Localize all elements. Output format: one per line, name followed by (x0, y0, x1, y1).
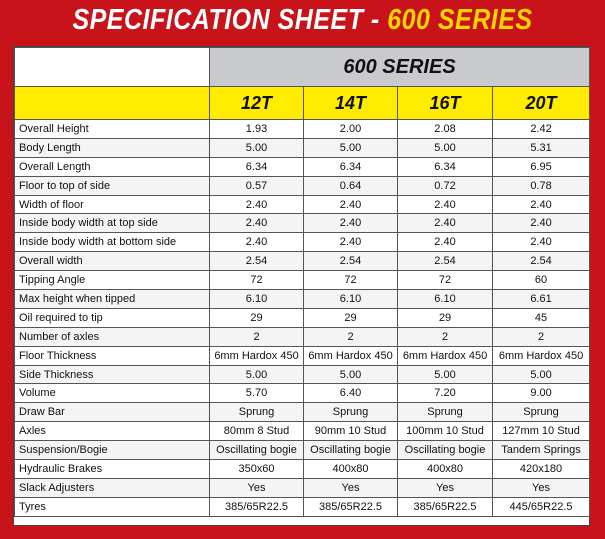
spec-label: Suspension/Bogie (15, 441, 210, 460)
spec-value: 2 (304, 327, 398, 346)
spec-value: Yes (304, 478, 398, 497)
spec-value: Sprung (210, 403, 304, 422)
spec-value: 5.00 (398, 138, 493, 157)
table-row (15, 422, 590, 441)
spec-value: 5.00 (210, 138, 304, 157)
spec-value: 127mm 10 Stud (493, 422, 590, 441)
spec-label: Draw Bar (15, 403, 210, 422)
spec-value: 2.40 (493, 233, 590, 252)
table-row (15, 290, 590, 309)
spec-value: 2 (210, 327, 304, 346)
table-row (15, 365, 590, 384)
spec-label: Inside body width at top side (15, 214, 210, 233)
spec-value: 72 (398, 271, 493, 290)
spec-value: 2.54 (493, 252, 590, 271)
table-row (15, 346, 590, 365)
model-header: 20T (493, 87, 590, 120)
spec-value: 5.00 (210, 365, 304, 384)
spec-value: 6.34 (304, 157, 398, 176)
spec-value: Oscillating bogie (304, 441, 398, 460)
spec-value: 0.64 (304, 176, 398, 195)
spec-value: 5.00 (304, 365, 398, 384)
spec-value: 2.40 (210, 214, 304, 233)
table-row (15, 308, 590, 327)
spec-value: 445/65R22.5 (493, 497, 590, 516)
spec-value: 29 (210, 308, 304, 327)
spec-value: 2.40 (304, 233, 398, 252)
spec-value: 0.72 (398, 176, 493, 195)
spec-value: 6.34 (398, 157, 493, 176)
spec-table-body (15, 120, 590, 517)
spec-value: 6.61 (493, 290, 590, 309)
spec-table (14, 47, 590, 517)
spec-value: 385/65R22.5 (210, 497, 304, 516)
spec-label: Overall width (15, 252, 210, 271)
spec-label: Side Thickness (15, 365, 210, 384)
spec-value: 5.00 (398, 365, 493, 384)
spec-value: 2.40 (493, 195, 590, 214)
spec-value: 6.10 (210, 290, 304, 309)
table-row (15, 176, 590, 195)
spec-value: 80mm 8 Stud (210, 422, 304, 441)
spec-value: Tandem Springs (493, 441, 590, 460)
series-header: 600 SERIES (210, 48, 590, 87)
model-header-blank-cell (15, 87, 210, 120)
table-row (15, 384, 590, 403)
spec-value: 5.00 (304, 138, 398, 157)
spec-label: Oil required to tip (15, 308, 210, 327)
spec-value: 2.40 (210, 195, 304, 214)
spec-value: 45 (493, 308, 590, 327)
spec-label: Overall Length (15, 157, 210, 176)
spec-label: Tyres (15, 497, 210, 516)
table-row (15, 403, 590, 422)
spec-value: 60 (493, 271, 590, 290)
spec-value: 2 (493, 327, 590, 346)
spec-value: Sprung (493, 403, 590, 422)
spec-value: 350x60 (210, 460, 304, 479)
spec-value: 2.54 (398, 252, 493, 271)
spec-label: Hydraulic Brakes (15, 460, 210, 479)
spec-value: 6.10 (304, 290, 398, 309)
spec-value: Yes (493, 478, 590, 497)
model-header: 12T (210, 87, 304, 120)
title-accent: 600 SERIES (387, 3, 533, 37)
table-row (15, 327, 590, 346)
spec-value: 72 (210, 271, 304, 290)
spec-value: 7.20 (398, 384, 493, 403)
spec-value: 6.95 (493, 157, 590, 176)
spec-value: 6.40 (304, 384, 398, 403)
spec-value: 5.31 (493, 138, 590, 157)
spec-value: 6mm Hardox 450 (398, 346, 493, 365)
spec-value: 90mm 10 Stud (304, 422, 398, 441)
spec-label: Inside body width at bottom side (15, 233, 210, 252)
series-header-row (15, 48, 590, 87)
spec-value: 0.57 (210, 176, 304, 195)
spec-value: 2.54 (210, 252, 304, 271)
spec-label: Number of axles (15, 327, 210, 346)
model-header: 16T (398, 87, 493, 120)
table-row (15, 478, 590, 497)
spec-value: 2.40 (493, 214, 590, 233)
spec-value: 6mm Hardox 450 (304, 346, 398, 365)
spec-value: 6.34 (210, 157, 304, 176)
spec-label: Floor to top of side (15, 176, 210, 195)
spec-value: 2 (398, 327, 493, 346)
spec-value: 9.00 (493, 384, 590, 403)
spec-value: 2.08 (398, 120, 493, 139)
spec-value: Yes (210, 478, 304, 497)
spec-value: 2.42 (493, 120, 590, 139)
spec-label: Volume (15, 384, 210, 403)
spec-value: 385/65R22.5 (304, 497, 398, 516)
table-row (15, 157, 590, 176)
spec-value: 72 (304, 271, 398, 290)
spec-value: Sprung (304, 403, 398, 422)
spec-value: 2.40 (304, 195, 398, 214)
spec-value: 0.78 (493, 176, 590, 195)
spec-value: 6.10 (398, 290, 493, 309)
spec-value: 385/65R22.5 (398, 497, 493, 516)
spec-sheet (13, 46, 590, 526)
table-row (15, 233, 590, 252)
spec-value: 400x80 (304, 460, 398, 479)
spec-label: Max height when tipped (15, 290, 210, 309)
spec-value: 1.93 (210, 120, 304, 139)
spec-value: 100mm 10 Stud (398, 422, 493, 441)
spec-value: Yes (398, 478, 493, 497)
spec-value: 2.40 (304, 214, 398, 233)
table-row (15, 460, 590, 479)
table-row (15, 195, 590, 214)
spec-value: 6mm Hardox 450 (210, 346, 304, 365)
spec-value: 420x180 (493, 460, 590, 479)
spec-value: 29 (398, 308, 493, 327)
page-title (0, 4, 605, 37)
spec-value: Oscillating bogie (210, 441, 304, 460)
spec-label: Tipping Angle (15, 271, 210, 290)
table-row (15, 441, 590, 460)
spec-value: 2.40 (210, 233, 304, 252)
spec-value: 2.40 (398, 195, 493, 214)
spec-value: 29 (304, 308, 398, 327)
spec-value: 5.00 (493, 365, 590, 384)
header-blank-cell (15, 48, 210, 87)
table-row (15, 271, 590, 290)
spec-value: 2.54 (304, 252, 398, 271)
spec-label: Axles (15, 422, 210, 441)
table-row (15, 138, 590, 157)
table-row (15, 120, 590, 139)
spec-value: 2.40 (398, 214, 493, 233)
spec-value: 2.00 (304, 120, 398, 139)
spec-value: 5.70 (210, 384, 304, 403)
spec-label: Slack Adjusters (15, 478, 210, 497)
spec-value: 6mm Hardox 450 (493, 346, 590, 365)
spec-label: Width of floor (15, 195, 210, 214)
table-row (15, 214, 590, 233)
spec-value: 2.40 (398, 233, 493, 252)
model-header-row (15, 87, 590, 120)
spec-value: Oscillating bogie (398, 441, 493, 460)
table-row (15, 252, 590, 271)
spec-value: Sprung (398, 403, 493, 422)
spec-label: Body Length (15, 138, 210, 157)
model-header: 14T (304, 87, 398, 120)
spec-label: Floor Thickness (15, 346, 210, 365)
table-row (15, 497, 590, 516)
spec-value: 400x80 (398, 460, 493, 479)
title-main: SPECIFICATION SHEET - (72, 3, 388, 37)
spec-label: Overall Height (15, 120, 210, 139)
